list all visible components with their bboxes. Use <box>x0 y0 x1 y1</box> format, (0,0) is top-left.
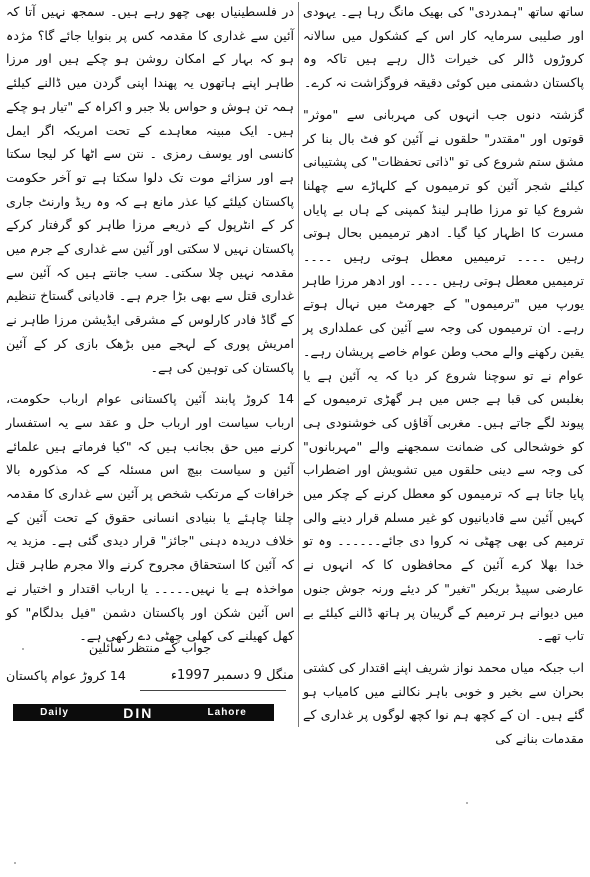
masthead-word-din: DIN <box>123 704 154 721</box>
publication-date: منگل 9 دسمبر 1997ء <box>170 668 294 683</box>
scan-speck <box>22 648 24 650</box>
right-column <box>303 0 584 751</box>
left-paragraph-2: 14 کروڑ پابند آئین پاکستانی عوام ارباب حکومت، ارباب سیاست اور ارباب حل و عقد سے یہ استفسار کرنے میں حق بجانب ہیں کہ "کیا فرماتے ہیں علمائے آئین و سیاست بیچ اس مسئلہ کے کہ مذکورہ بالا خرافات کے مرتکب شخص پر آئین سے غداری کا مقدمہ چلنا چاہئے یا بنیادی انسانی حقوق کے تحت آئین کے خلاف دریدہ دہنی "جائز" قرار دیدی گئی ہے۔ مزید یہ کہ آئین کا استحقاق مجروح کرنے والا مجرم طاہر قتل مواخذہ ہے یا نہیں۔۔۔۔۔ یا ارباب اقتدار و اختیار نے اس آئین شکن اور پاکستان دشمن "فیل بدلگام" کو کھل کھیلنے کی کھلی چھٹی دے رکھی ہے۔ <box>6 391 294 644</box>
right-paragraph-2: گزشتہ دنوں جب انہوں کی مہربانی سے "موثر" قوتوں اور "مقتدر" حلقوں نے آئین کو فٹ بال بنا کر مشق ستم شروع کی تو "ذاتی تحفظات" کی پشتیبانی کیلئے شجر آئین کو ترمیموں کے کلہاڑے سے چھلنا شروع کیا تو مرزا طاہر لینڈ کمپنی کے ہاں بے پایاں مسرت کا اظہار کیا گیا۔ ادھر ترمیمیں بحال ہوتی رہیں ۔۔۔۔ ترمیمیں معطل ہوتی رہیں ۔۔۔۔ ترمیمیں معطل ہوتی رہیں ۔۔۔۔ اور ادھر مرزا طاہر یورپ میں "ترمیموں" کے جھرمٹ میں نہال ہوتے رہے۔ ان ترمیموں کی وجہ سے آئین کی عملداری پر یقین رکھنے والے محب وطن عوام خاصے پریشان رہے۔ عوام نے تو سوچنا شروع کر دیا کہ یہ آئین ہے یا بغلبس کی قبا ہے جس میں ہر گھڑی ترمیموں کے پیوند لگے جاتے ہیں۔ مغربی آقاؤں کی خوشنودی ہی کو خوشحالی کی ضمانت سمجھنے والے "مہربانوں" کی وجہ سے دینی حلقوں میں تشویش اور اضطراب پایا جاتا ہے کہ ترمیموں کو معطل کرنے کے چکر میں کہیں آئین سے قادیانیوں کو غیر مسلم قرار دینے والی ترمیم کی بھی چھٹی نہ کروا دی جائے۔۔۔۔۔۔ وہ تو خدا بھلا کرے آئین کے محافظوں کا کہ انہوں نے عارضی سپیڈ بریکر "تغیر" کر دیئے ورنہ جوش جنوں میں دیوانے ہر ترمیم کے گریبان پر ہاتھ ڈالنے کیلئے بے تاب تھے۔ <box>303 106 584 644</box>
right-paragraph-1: ساتھ ساتھ "ہمدردی" کی بھیک مانگ رہا ہے۔ یہودی اور صلیبی سرمایہ کار اس کے کشکول میں سالانہ کروڑوں ڈالر کی خیرات ڈال رہے ہیں تاکہ وہ پاکستان دشمنی میں کوئی دقیقہ فروگزاشت نہ کرے۔ <box>303 4 584 91</box>
left-paragraph-1: در فلسطینیاں بھی چھو رہے ہیں۔ سمجھ نہیں آتا کہ آئین سے غداری کا مقدمہ کس پر بنوایا جائے گا؟ مژدہ ہو کہ بہار کے امکان روشن ہو چکے ہیں اور مرزا طاہر اپنے ہاتھوں یہ پھندا اپنی گردن میں ڈالنے کیلئے ہمہ تن ہوش و حواس بلا جبر و اکراہ کے "تیار ہو چکے ہیں۔ ایک مبینہ معاہدے کے تحت امریکہ اگر ایمل کانسی اور یوسف رمزی ۔ نتن سے اٹھا کر لیجا سکتا ہے اور سزائے موت تک دلوا سکتا ہے تو آخر حکومت پاکستان کیلئے کیا عذر مانع ہے کہ وہ ریڈ وارنٹ جاری کر کے انٹرپول کے ذریعے مرزا طاہر کو گرفتار کرکے پاکستان نہیں لا سکتی اور آئین سے غداری کے جرم میں مقدمہ نہیں چلا سکتی۔ سب جانتے ہیں کہ آئین سے غداری قتل سے بھی بڑا جرم ہے۔ قادیانی گستاخ تنظیم کے گاڈ فادر کارلوس کے مشرقی ایڈیشن مرزا طاہر نے امریش پوری کے لہجے میں بڑھک بازی کر کے آئین پاکستان کی توہین کی ہے۔ <box>6 4 294 375</box>
signature-block <box>6 638 211 658</box>
left-column <box>6 0 294 648</box>
right-paragraph-3: اب جبکہ میاں محمد نواز شریف اپنے اقتدار کی کشتی بحران سے بخیر و خوبی باہر نکالنے میں کامیاب ہو گئے ہیں۔ ان کے کچھ ہم نوا کچھ لوگوں پر غداری کے مقدمات بنانے کی <box>303 659 584 747</box>
scan-speck <box>466 802 468 804</box>
date-underline <box>140 690 286 691</box>
signature-line-2: 14 کروڑ عوام پاکستان <box>6 668 126 683</box>
masthead-word-daily: Daily <box>40 707 69 718</box>
column-divider <box>298 2 299 727</box>
newspaper-masthead <box>13 704 274 721</box>
scan-speck <box>14 862 16 864</box>
masthead-word-lahore: Lahore <box>207 707 247 718</box>
signature-line-1: جواب کے منتظر سائلین <box>88 640 211 655</box>
